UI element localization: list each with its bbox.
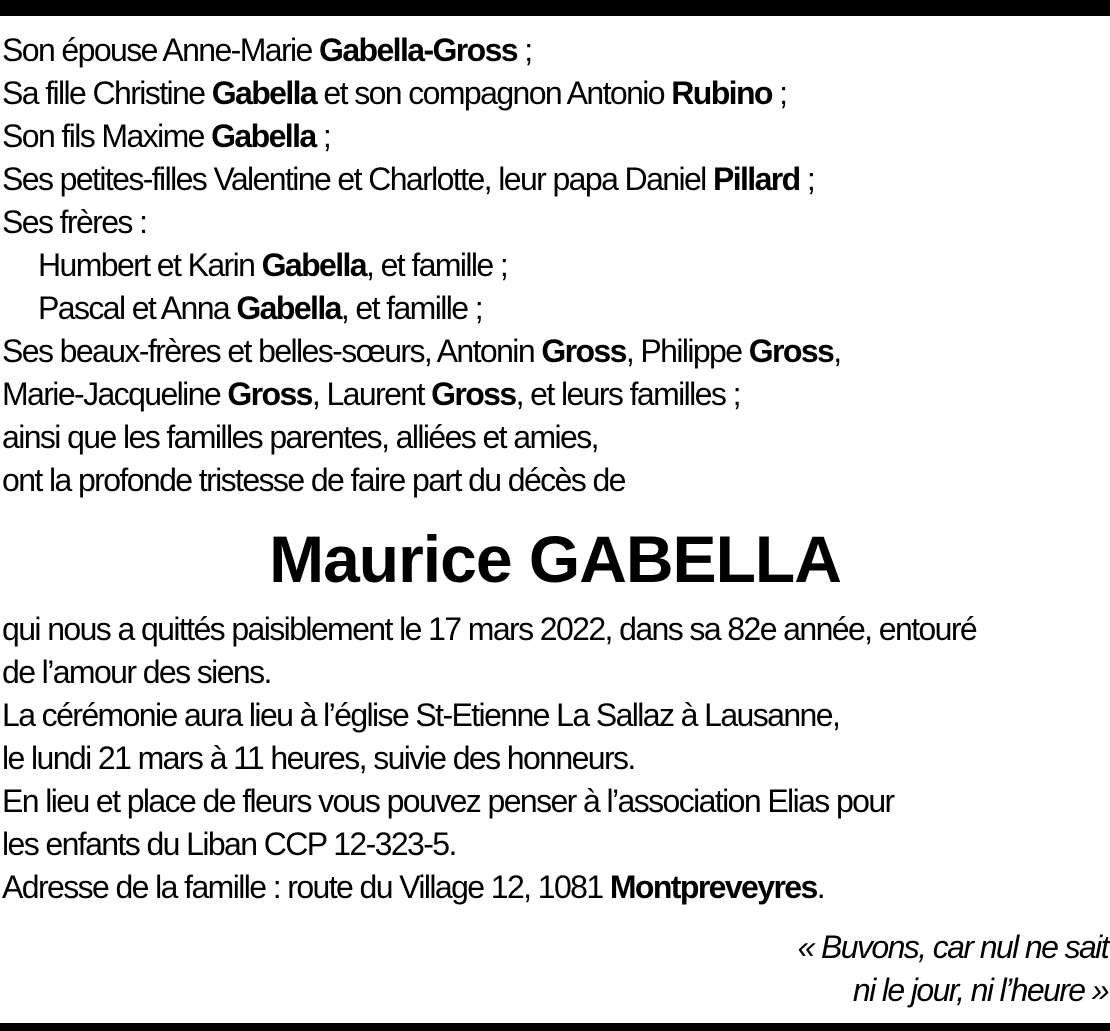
line-brother-pascal: Pascal et Anna Gabella, et famille ; <box>38 290 483 326</box>
line-spouse: Son épouse Anne-Marie Gabella-Gross ; <box>2 32 532 68</box>
line-daughter: Sa fille Christine Gabella et son compagnon Antonio Rubino ; <box>2 75 787 111</box>
top-rule <box>0 0 1110 16</box>
deceased-name: Maurice GABELLA <box>269 522 841 596</box>
bottom-rule <box>0 1023 1110 1031</box>
line-granddaughters: Ses petites-filles Valentine et Charlotte, leur papa Daniel Pillard ; <box>2 161 815 197</box>
line-in-laws: Ses beaux-frères et belles-sœurs, Antonin Gross, Philippe Gross, <box>2 333 841 369</box>
detail-donation-cont: les enfants du Liban CCP 12-323-5. <box>2 826 456 862</box>
line-in-laws-cont: Marie-Jacqueline Gross, Laurent Gross, et leurs familles ; <box>2 376 740 412</box>
detail-donation: En lieu et place de fleurs vous pouvez penser à l’association Elias pour <box>2 783 894 819</box>
detail-passing: qui nous a quittés paisiblement le 17 mars 2022, dans sa 82e année, entouré <box>2 611 977 647</box>
detail-passing-cont: de l’amour des siens. <box>2 654 271 690</box>
line-son: Son fils Maxime Gabella ; <box>2 118 331 154</box>
detail-family-address: Adresse de la famille : route du Village 12, 1081 Montpreveyres. <box>2 869 824 905</box>
line-families: ainsi que les familles parentes, alliées et amies, <box>2 419 598 455</box>
quote-line-2: ni le jour, ni l’heure » <box>852 972 1108 1008</box>
quote-line-1: « Buvons, car nul ne sait <box>797 929 1108 965</box>
detail-ceremony-time: le lundi 21 mars à 11 heures, suivie des honneurs. <box>2 740 635 776</box>
line-announcement: ont la profonde tristesse de faire part du décès de <box>2 462 625 498</box>
detail-ceremony: La cérémonie aura lieu à l’église St-Etienne La Sallaz à Lausanne, <box>2 697 840 733</box>
line-brothers-heading: Ses frères : <box>2 204 147 240</box>
line-brother-humbert: Humbert et Karin Gabella, et famille ; <box>38 247 508 283</box>
